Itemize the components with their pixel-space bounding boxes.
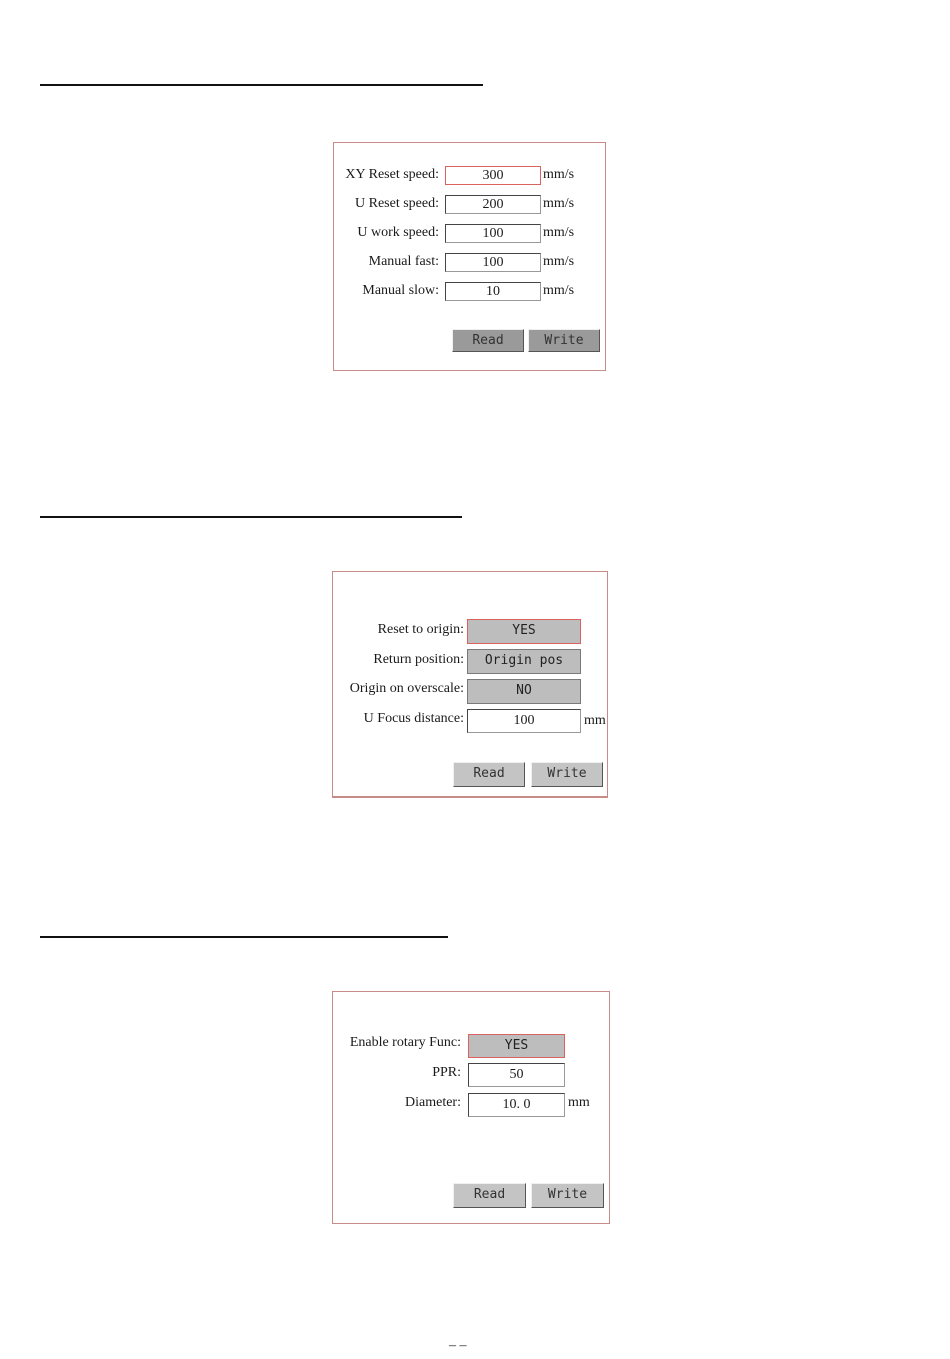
speed-settings-panel bbox=[333, 142, 606, 371]
diameter-unit: mm bbox=[568, 1095, 590, 1110]
reset-to-origin-select[interactable]: YES bbox=[467, 619, 581, 644]
page-number: – – bbox=[449, 1338, 467, 1353]
u-work-speed-input[interactable]: 100 bbox=[445, 224, 541, 243]
section-rule-2 bbox=[40, 516, 462, 518]
section-rule-3 bbox=[40, 936, 448, 938]
u-work-speed-unit: mm/s bbox=[543, 225, 575, 240]
u-focus-distance-input[interactable]: 100 bbox=[467, 709, 581, 733]
manual-fast-label: Manual fast: bbox=[368, 254, 439, 269]
diameter-label: Diameter: bbox=[405, 1095, 461, 1110]
enable-rotary-label: Enable rotary Func: bbox=[349, 1035, 461, 1050]
u-reset-speed-label: U Reset speed: bbox=[355, 196, 439, 211]
manual-slow-input[interactable]: 10 bbox=[445, 282, 541, 301]
diameter-input[interactable]: 10. 0 bbox=[468, 1093, 565, 1117]
ppr-input[interactable]: 50 bbox=[468, 1063, 565, 1087]
write-button[interactable]: Write bbox=[531, 762, 603, 787]
xy-reset-speed-label: XY Reset speed: bbox=[345, 167, 439, 182]
rotary-settings-panel bbox=[332, 991, 610, 1224]
enable-rotary-select[interactable]: YES bbox=[468, 1034, 565, 1058]
u-reset-speed-unit: mm/s bbox=[543, 196, 575, 211]
manual-fast-unit: mm/s bbox=[543, 254, 575, 269]
xy-reset-speed-input[interactable]: 300 bbox=[445, 166, 541, 185]
u-work-speed-label: U work speed: bbox=[357, 225, 439, 240]
origin-on-overscale-select[interactable]: NO bbox=[467, 679, 581, 704]
manual-fast-input[interactable]: 100 bbox=[445, 253, 541, 272]
origin-on-overscale-label: Origin on overscale: bbox=[349, 681, 464, 696]
u-focus-distance-label: U Focus distance: bbox=[363, 711, 464, 726]
origin-settings-panel bbox=[332, 571, 608, 798]
ppr-label: PPR: bbox=[432, 1065, 461, 1080]
xy-reset-speed-unit: mm/s bbox=[543, 167, 575, 182]
read-button[interactable]: Read bbox=[453, 1183, 526, 1208]
read-button[interactable]: Read bbox=[452, 329, 524, 352]
reset-to-origin-label: Reset to origin: bbox=[377, 622, 464, 637]
read-button[interactable]: Read bbox=[453, 762, 525, 787]
return-position-select[interactable]: Origin pos bbox=[467, 649, 581, 674]
manual-slow-unit: mm/s bbox=[543, 283, 575, 298]
write-button[interactable]: Write bbox=[528, 329, 600, 352]
write-button[interactable]: Write bbox=[531, 1183, 604, 1208]
manual-slow-label: Manual slow: bbox=[362, 283, 439, 298]
u-reset-speed-input[interactable]: 200 bbox=[445, 195, 541, 214]
return-position-label: Return position: bbox=[373, 652, 464, 667]
section-rule-1 bbox=[40, 84, 483, 86]
u-focus-distance-unit: mm bbox=[584, 713, 606, 728]
